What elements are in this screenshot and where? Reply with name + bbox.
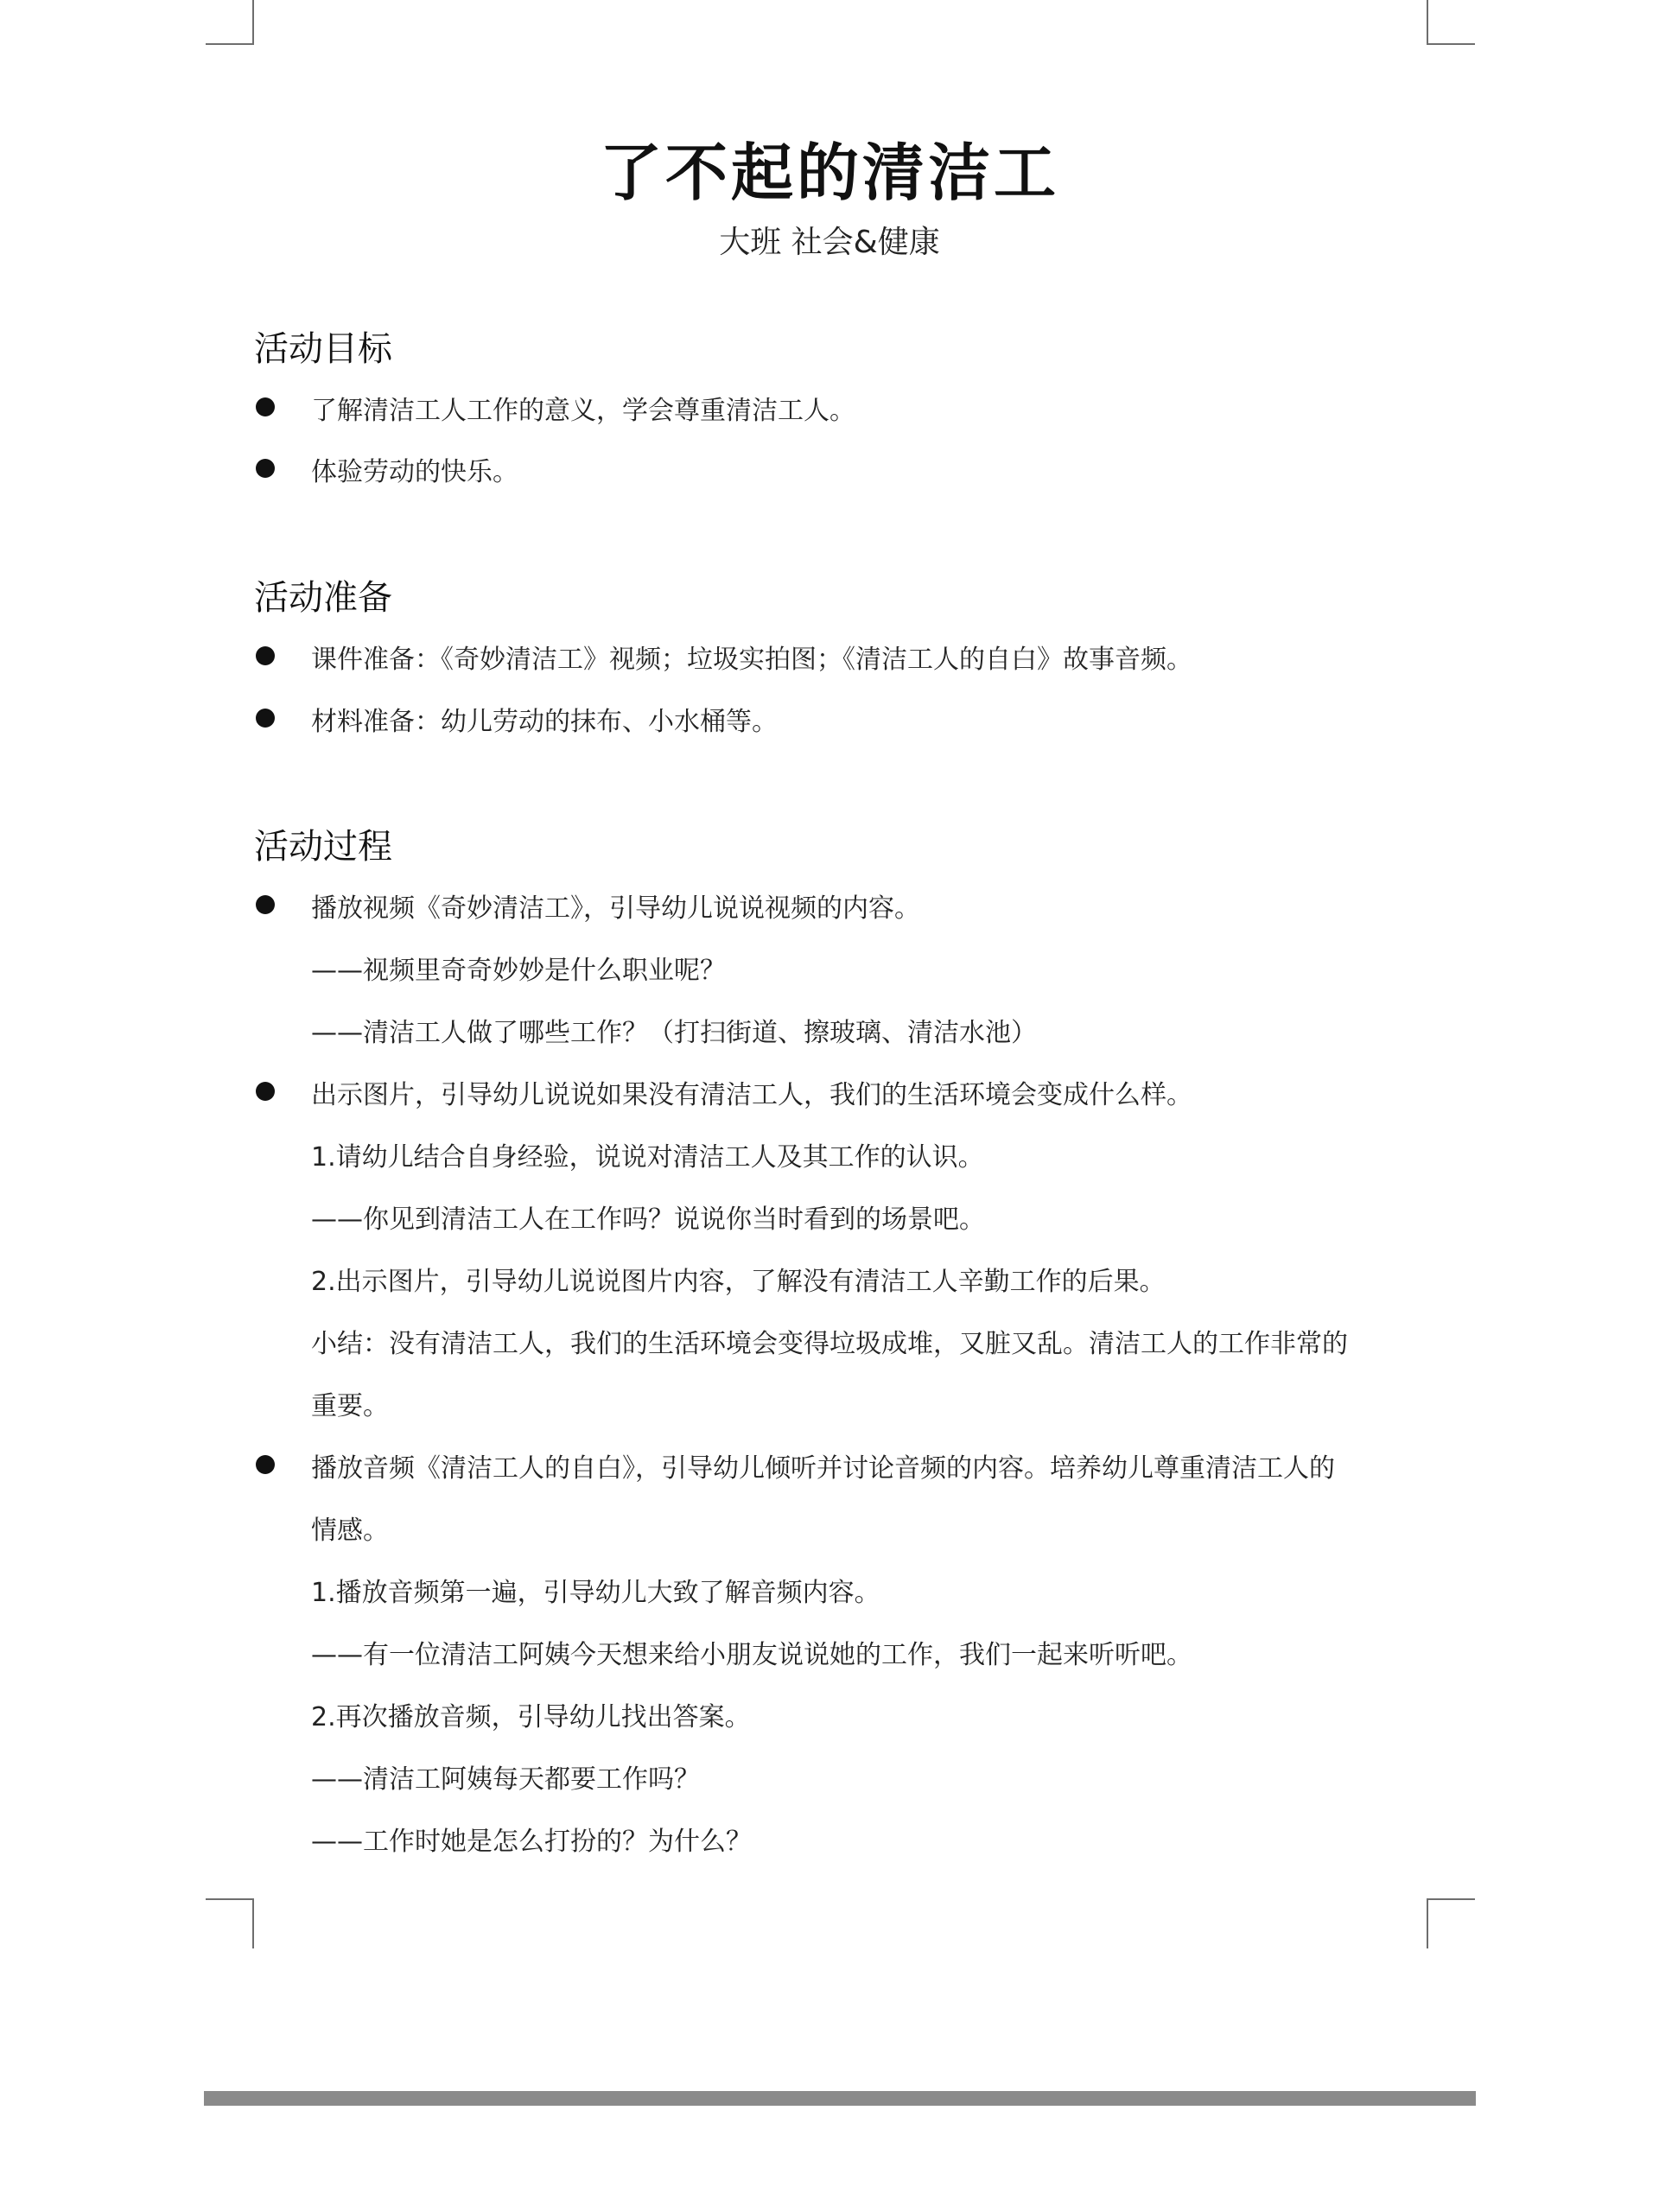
process-line: 2.再次播放音频，引导幼儿找出答案。 bbox=[311, 1702, 751, 1732]
goal-item: 体验劳动的快乐。 bbox=[311, 457, 518, 487]
process-line: 重要。 bbox=[311, 1391, 389, 1421]
process-line: 播放视频《奇妙清洁工》，引导幼儿说说视频的内容。 bbox=[311, 893, 920, 924]
goal-item: 了解清洁工人工作的意义，学会尊重清洁工人。 bbox=[311, 396, 855, 426]
process-line: ——工作时她是怎么打扮的？为什么？ bbox=[311, 1827, 752, 1857]
bullet-icon bbox=[256, 895, 275, 914]
process-line: 出示图片，引导幼儿说说如果没有清洁工人，我们的生活环境会变成什么样。 bbox=[311, 1080, 1192, 1110]
section-heading-goals: 活动目标 bbox=[254, 329, 392, 369]
document-title: 了不起的清洁工 bbox=[599, 137, 1059, 209]
crop-mark-bottom-left bbox=[206, 1898, 254, 1948]
process-line: 1.请幼儿结合自身经验，说说对清洁工人及其工作的认识。 bbox=[311, 1142, 984, 1173]
process-line: ——视频里奇奇妙妙是什么职业呢？ bbox=[311, 956, 726, 986]
bullet-icon bbox=[256, 459, 275, 478]
process-line: 小结：没有清洁工人，我们的生活环境会变得垃圾成堆，又脏又乱。清洁工人的工作非常的 bbox=[311, 1329, 1348, 1359]
prep-item: 材料准备：幼儿劳动的抹布、小水桶等。 bbox=[311, 707, 778, 737]
section-heading-process: 活动过程 bbox=[254, 827, 392, 867]
process-line: 2.出示图片，引导幼儿说说图片内容，了解没有清洁工人辛勤工作的后果。 bbox=[311, 1267, 1166, 1297]
page-bottom-bar bbox=[204, 2091, 1476, 2106]
crop-mark-top-right bbox=[1427, 0, 1475, 45]
process-line: ——有一位清洁工阿姨今天想来给小朋友说说她的工作，我们一起来听听吧。 bbox=[311, 1640, 1192, 1670]
process-line: 情感。 bbox=[311, 1516, 389, 1546]
bullet-icon bbox=[256, 1082, 275, 1101]
bullet-icon bbox=[256, 646, 275, 665]
process-line: ——清洁工人做了哪些工作？（打扫街道、擦玻璃、清洁水池） bbox=[311, 1018, 1037, 1048]
document-subtitle: 大班 社会&健康 bbox=[719, 225, 940, 260]
bullet-icon bbox=[256, 397, 275, 416]
section-heading-prep: 活动准备 bbox=[254, 578, 392, 618]
bullet-icon bbox=[256, 1455, 275, 1474]
prep-item: 课件准备：《奇妙清洁工》视频；垃圾实拍图；《清洁工人的自白》故事音频。 bbox=[311, 645, 1192, 675]
crop-mark-bottom-right bbox=[1427, 1898, 1475, 1948]
process-line: 播放音频《清洁工人的自白》，引导幼儿倾听并讨论音频的内容。培养幼儿尊重清洁工人的 bbox=[311, 1453, 1335, 1484]
process-line: 1.播放音频第一遍，引导幼儿大致了解音频内容。 bbox=[311, 1578, 880, 1608]
bullet-icon bbox=[256, 709, 275, 728]
process-line: ——清洁工阿姨每天都要工作吗？ bbox=[311, 1764, 700, 1795]
process-line: ——你见到清洁工人在工作吗？说说你当时看到的场景吧。 bbox=[311, 1205, 985, 1235]
crop-mark-top-left bbox=[206, 0, 254, 45]
